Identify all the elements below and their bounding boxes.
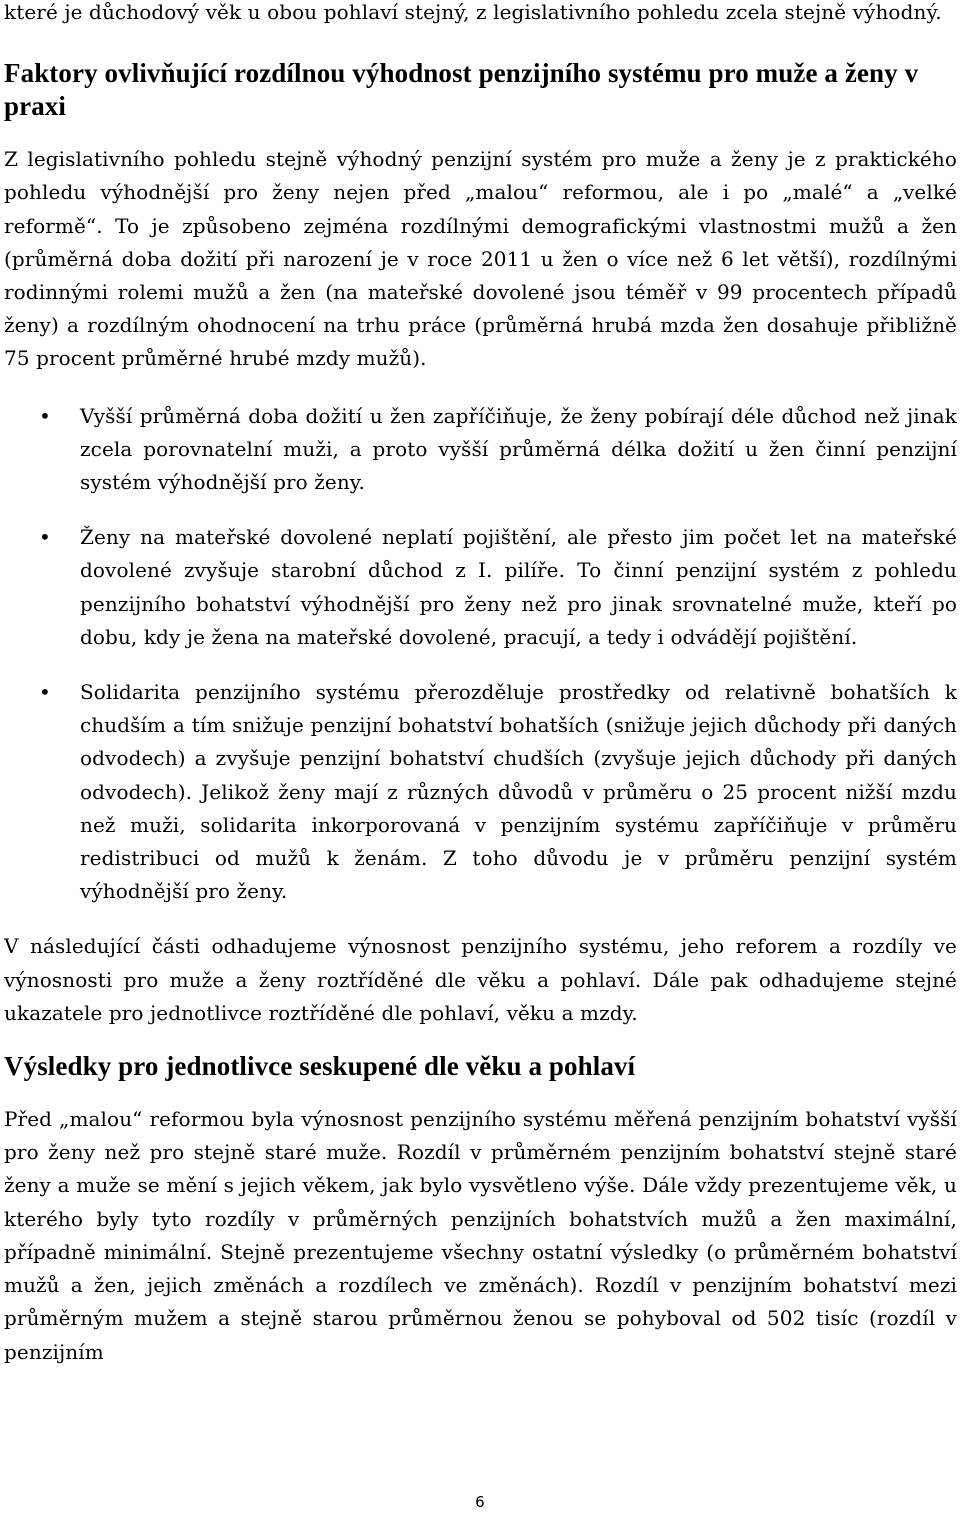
list-item bbox=[4, 400, 957, 500]
intro-fragment: které je důchodový věk u obou pohlaví stejný, z legislativního pohledu zcela stejně výhodný. bbox=[4, 0, 942, 24]
bullet-icon: • bbox=[39, 403, 51, 428]
list-item-text: Solidarita penzijního systému přerozděluje prostředky od relativně bohatších k chudším a tím snižuje penzijní bohatství bohatších (snižuje jejich důchody při daných odvodech) a zvyšuje penzijní bohatství chudších (zvyšuje jejich důchody při daných odvodech). Jelikož ženy mají z různých důvodů v průměru o 25 procent nižší mzdu než muži, solidarita inkorporovaná v penzijním systému zapříčiňuje v průměru redistribuci od mužů k ženám. Z toho důvodu je v průměru penzijní systém výhodnější pro ženy. bbox=[80, 680, 957, 904]
list-item bbox=[4, 676, 957, 908]
bullet-icon: • bbox=[39, 680, 51, 705]
heading-factors: Faktory ovlivňující rozdílnou výhodnost penzijního systému pro muže a ženy v praxi bbox=[4, 58, 919, 122]
paragraph-results: Před „malou“ reformou byla výnosnost penzijního systému měřená penzijním bohatství vyšší pro ženy než pro stejně staré muže. Rozdíl v průměrném penzijním bohatství stejně staré ženy a muže se mění s jejich věkem, jak bylo vysvětleno výše. Dále vždy prezentujeme věk, u kterého byly tyto rozdíly v průměrných penzijních bohatstvích mužů a žen maximální, případně minimální. Stejně prezentujeme všechny ostatní výsledky (o průměrném bohatství mužů a žen, jejich změnách a rozdílech ve změnách). Rozdíl v penzijním bohatství mezi průměrným mužem a stejně starou průměrnou ženou se pohyboval od 502 tisíc (rozdíl v penzijním bbox=[4, 1107, 957, 1364]
bullet-icon: • bbox=[39, 525, 51, 550]
paragraph-next: V následující části odhadujeme výnosnost penzijního systému, jeho reforem a rozdíly ve výnosnosti pro muže a ženy roztříděné dle věku a pohlaví. Dále pak odhadujeme stejné ukazatele pro jednotlivce roztříděné dle pohlaví, věku a mzdy. bbox=[4, 934, 957, 1025]
factors-list bbox=[4, 400, 957, 909]
list-item bbox=[4, 521, 957, 654]
list-item-text: Vyšší průměrná doba dožití u žen zapříčiňuje, že ženy pobírají déle důchod než jinak zcela porovnatelní muži, a proto vyšší průměrná délka dožití u žen činní penzijní systém výhodnější pro ženy. bbox=[80, 403, 957, 495]
page-number: 6 bbox=[475, 1493, 485, 1511]
list-item-text: Ženy na mateřské dovolené neplatí pojištění, ale přesto jim počet let na mateřské dovolené zvyšuje starobní důchod z I. pilíře. To činní penzijní systém z pohledu penzijního bohatství výhodnější pro ženy než pro jinak srovnatelné muže, kteří po dobu, kdy je žena na mateřské dovolené, pracují, a tedy i odvádějí pojištění. bbox=[80, 525, 957, 649]
paragraph-factors: Z legislativního pohledu stejně výhodný penzijní systém pro muže a ženy je z praktického pohledu výhodnější pro ženy nejen před „malou“ reformou, ale i po „malé“ a „velké reformě“. To je způsobeno zejména rozdílnými demografickými vlastnostmi mužů a žen (průměrná doba dožití při narození je v roce 2011 u žen o více než 6 let větší), rozdílnými rodinnými rolemi mužů a žen (na mateřské dovolené jsou téměř v 99 procentech případů ženy) a rozdílným ohodnocení na trhu práce (průměrná hrubá mzda žen dosahuje přibližně 75 procent průměrné hrubé mzdy mužů). bbox=[4, 147, 957, 371]
heading-results: Výsledky pro jednotlivce seskupené dle věku a pohlaví bbox=[4, 1051, 636, 1082]
